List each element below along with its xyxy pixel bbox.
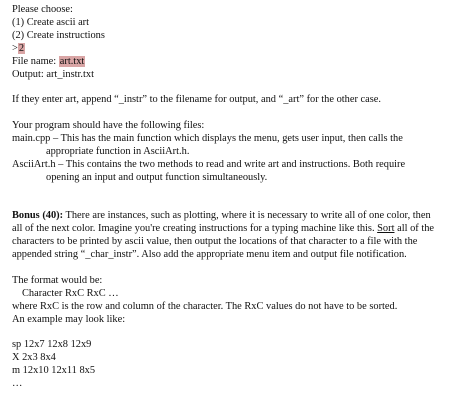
spacer (12, 107, 470, 120)
bonus-line-2 (12, 223, 470, 236)
example-line-1: sp 12x7 12x8 12x9 (12, 339, 92, 351)
format-pattern: Character RxC RxC … (22, 287, 119, 299)
bonus-line-2-before: all of the next color. Imagine you're creating instructions for a typing machine like this. (12, 223, 378, 235)
example-line-3: m 12x10 12x11 8x5 (12, 365, 96, 377)
document-page (12, 4, 470, 391)
file-label: File name: (12, 55, 59, 67)
bonus-line-2-after: all of the (394, 223, 435, 235)
output-line (12, 69, 470, 82)
example-block (12, 339, 470, 391)
bonus-sort-word: Sort (377, 223, 395, 235)
main-cpp-line-2: appropriate function in AsciiArt.h. (46, 145, 190, 157)
bonus-line-3: characters to be printed by ascii value, then output the locations of that character to a file with the (12, 236, 418, 248)
file-name-line (12, 56, 470, 69)
format-block (12, 275, 470, 327)
spacer (12, 327, 470, 340)
menu-input-line (12, 43, 470, 56)
example-intro: An example may look like: (12, 313, 126, 325)
bonus-line-1 (12, 210, 470, 223)
files-intro: Your program should have the following files: (12, 120, 205, 132)
format-intro: The format would be: (12, 274, 103, 286)
spacer (12, 81, 470, 94)
format-explain: where RxC is the row and column of the character. The RxC values do not have to be sorted. (12, 300, 398, 312)
output-value: art_instr.txt (46, 68, 94, 80)
input-value: 2 (18, 42, 25, 54)
main-cpp-line-1: main.cpp – This has the main function which displays the menu, gets user input, then calls the (12, 133, 403, 145)
spacer (12, 262, 470, 275)
file-value: art.txt (59, 55, 85, 67)
bonus-line-1-text: There are instances, such as plotting, where it is necessary to write all of one color, then (63, 210, 431, 222)
bonus-line-4: appended string “_char_instr”. Also add the appropriate menu item and output file notification. (12, 249, 407, 261)
files-block (12, 120, 470, 185)
input-prefix: > (12, 42, 18, 54)
menu-block (12, 4, 470, 81)
asciiart-h-line-2: opening an input and output function simultaneously. (46, 171, 268, 183)
bonus-label: Bonus (40): (12, 210, 64, 222)
example-line-2: X 2x3 8x4 (12, 352, 56, 364)
bonus-block (12, 210, 470, 262)
paragraph-append: If they enter art, append “_instr” to the filename for output, and “_art” for the other case. (12, 94, 381, 106)
spacer (12, 185, 470, 211)
menu-option-2: (2) Create instructions (12, 29, 105, 41)
example-ellipsis: … (12, 378, 23, 390)
asciiart-h-line-1: AsciiArt.h – This contains the two methods to read and write art and instructions. Both require (12, 158, 406, 170)
menu-option-1: (1) Create ascii art (12, 16, 90, 28)
output-label: Output: (12, 68, 47, 80)
menu-prompt: Please choose: (12, 4, 73, 15)
